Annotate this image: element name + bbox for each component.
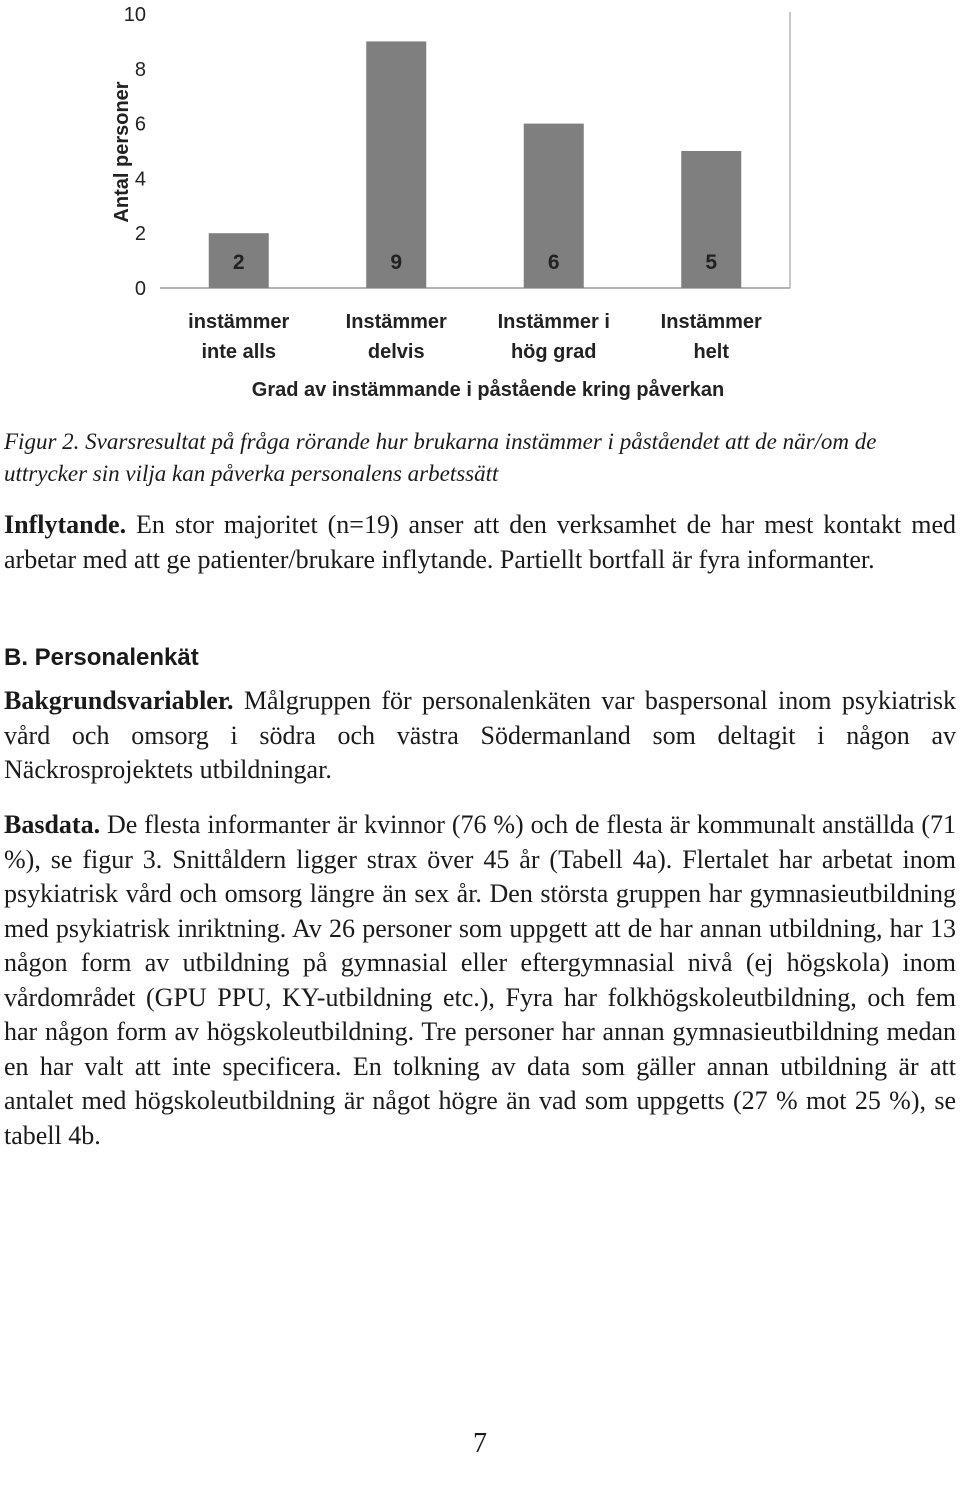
bar-chart	[100, 0, 820, 410]
x-tick-label: hög grad	[510, 341, 597, 363]
section-heading: B. Personalenkät	[4, 644, 199, 671]
x-tick-label: delvis	[367, 341, 425, 363]
paragraph-inflytande	[4, 508, 956, 577]
bar-data-label: 6	[547, 251, 560, 275]
x-axis-title: Grad av instämmande i påstående kring påverkan	[251, 379, 725, 401]
paragraph-text: En stor majoritet (n=19) anser att den verksamhet de har mest kontakt med arbetar med att ge patienter/brukare inflytande. Partiellt bortfall är fyra informanter.	[4, 510, 956, 574]
paragraph-basdata	[4, 808, 956, 1153]
x-axis-labels	[188, 311, 762, 363]
paragraph-lead: Inflytande.	[4, 510, 127, 539]
y-tick-label: 6	[134, 113, 146, 136]
x-tick-label: instämmer	[188, 311, 290, 333]
paragraph-bakgrundsvariabler	[4, 684, 956, 788]
page-number: 7	[473, 1428, 487, 1459]
x-tick-label: Instämmer	[660, 311, 762, 333]
x-tick-label: helt	[693, 341, 730, 363]
paragraph-text: De flesta informanter är kvinnor (76 %) och de flesta är kommunalt anställda (71 %), se figur 3. Snittåldern ligger strax över 45 år (Tabell 4a). Flertalet har arbetat inom psykiatrisk vård och omsorg längre än sex år. Den största gruppen har gymnasieutbildning med psykiatrisk inriktning. Av 26 personer som uppgett att de har annan utbildning, har 13 någon form av utbildning på gymnasial eller eftergymnasial nivå (ej högskola) inom vårdområdet (GPU PPU, KY-utbildning etc.), Fyra har folkhögskoleutbildning, och fem har någon form av högskoleutbildning. Tre personer har annan gymnasieutbildning medan en har valt att inte specificera. En tolkning av data som gäller annan utbildning är att antalet med högskoleutbildning är något högre än vad som uppgetts (27 % mot 25 %), se tabell 4b.	[4, 810, 956, 1150]
bar-data-label: 5	[705, 251, 718, 275]
y-tick-label: 2	[134, 223, 146, 246]
bars	[209, 41, 742, 288]
x-tick-label: inte alls	[201, 341, 276, 363]
paragraph-text: Målgruppen för personalenkäten var baspersonal inom psykiatrisk vård och omsorg i södra och västra Södermanland som deltagit i någon av Näckrosprojektets utbildningar.	[4, 686, 956, 784]
bar-data-label: 2	[232, 251, 245, 275]
y-tick-label: 8	[134, 58, 146, 81]
bar-data-label: 9	[390, 251, 403, 275]
figure-caption: Figur 2. Svarsresultat på fråga rörande hur brukarna instämmer i påståendet att de när/om de uttrycker sin vilja kan påverka personalens arbetssätt	[4, 429, 877, 486]
chart-svg	[100, 0, 820, 410]
y-tick-label: 4	[134, 168, 146, 191]
y-tick-label: 0	[134, 278, 146, 300]
paragraph-lead: Bakgrundsvariabler.	[4, 686, 234, 715]
y-axis-title: Antal personer	[111, 81, 133, 223]
y-tick-label: 10	[123, 4, 146, 26]
paragraph-lead: Basdata.	[4, 810, 101, 839]
x-tick-label: Instämmer i	[497, 311, 610, 333]
x-tick-label: Instämmer	[345, 311, 447, 333]
